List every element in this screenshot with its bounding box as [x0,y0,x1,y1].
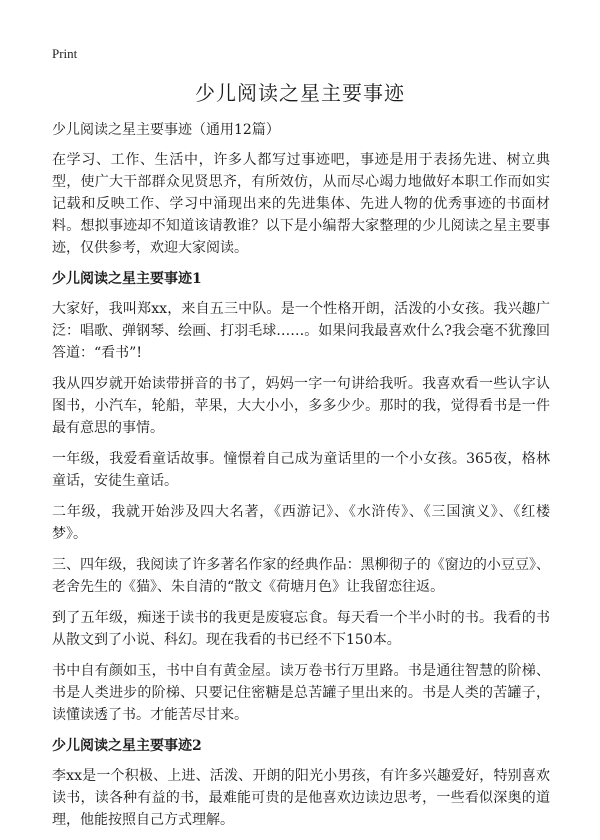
paragraph: 李xx是一个积极、上进、活泼、开朗的阳光小男孩，有许多兴趣爱好，特别喜欢读书，读各种有益的书，最难能可贵的是他喜欢边读边思考，一些看似深奥的道理，他能按照自己方式理解。 [52,768,550,828]
paragraph: 大家好，我叫郑xx，来自五三中队。是一个性格开朗，活泼的小女孩。我兴趣广泛：唱歌、弹钢琴、绘画、打羽毛球……。如果问我最喜欢什么?我会毫不犹豫回答道：“看书”! [52,301,550,361]
paragraph: 到了五年级，痴迷于读书的我更是废寝忘食。每天看一个半小时的书。我看的书从散文到了小说、科幻。现在我看的书已经不下150本。 [52,610,550,648]
section-heading-1: 少儿阅读之星主要事迹1 [52,271,202,287]
paragraph: 我从四岁就开始读带拼音的书了，妈妈一字一句讲给我听。我喜欢看一些认字认图书，小汽车，轮船，苹果，大大小小，多多少少。那时的我，觉得看书是一件最有意思的事情。 [52,376,550,436]
document-title: 少儿阅读之星主要事迹 [195,81,405,105]
section-heading-2: 少儿阅读之星主要事迹2 [52,738,202,754]
paragraph: 书中自有颜如玉，书中自有黄金屋。读万卷书行万里路。书是通往智慧的阶梯、书是人类进步的阶梯、只要记住密糖是总苦罐子里出来的。书是人类的苦罐子，读懂读透了书。才能苦尽甘来。 [52,663,550,723]
document-body [52,121,550,840]
paragraph: 三、四年级，我阅读了许多著名作家的经典作品：黑柳彻子的《窗边的小豆豆》、老舍先生的《猫》、朱自清的“散文《荷塘月色》让我留恋往返。 [52,557,550,595]
paragraph: 二年级，我就开始涉及四大名著，《西游记》、《水浒传》、《三国演义》、《红楼梦》。 [52,504,550,542]
paragraph: 一年级，我爱看童话故事。憧憬着自己成为童话里的一个小女孩。365夜，格林童话，安徒生童话。 [52,451,550,489]
intro-paragraph: 在学习、工作、生活中，许多人都写过事迹吧，事迹是用于表扬先进、树立典型，使广大干部群众见贤思齐，有所效仿，从而尽心竭力地做好本职工作而如实记载和反映工作、学习中涌现出来的先进集体、先进人物的优秀事迹的书面材料。想拟事迹却不知道该请教谁？以下是小编帮大家整理的少儿阅读之星主要事迹，仅供参考，欢迎大家阅读。 [52,152,550,256]
document-subtitle: 少儿阅读之星主要事迹（通用12篇） [52,122,280,138]
print-label: Print [52,46,78,61]
